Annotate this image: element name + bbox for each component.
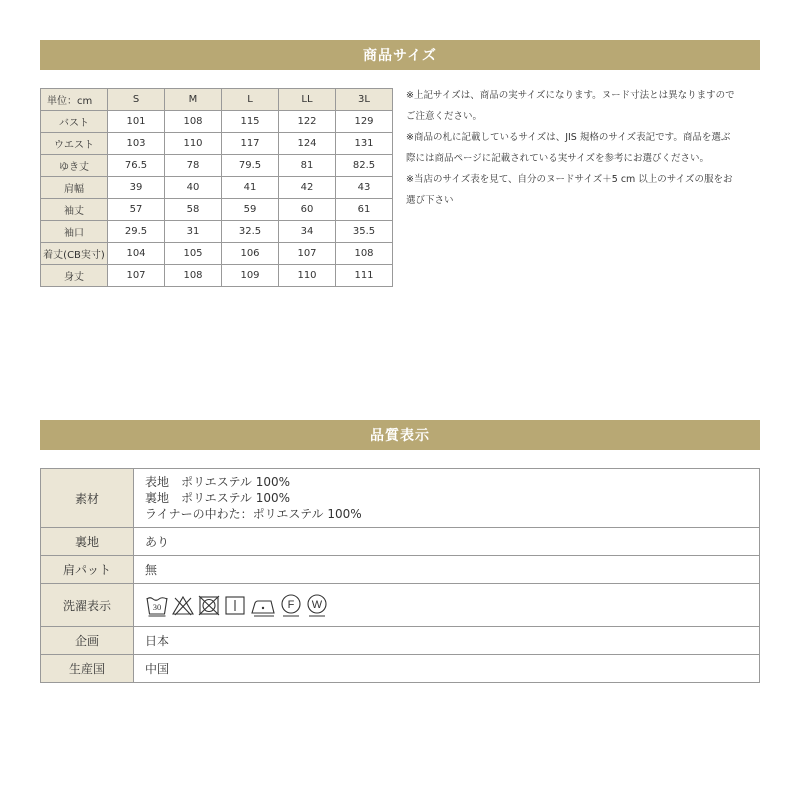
size-cell: 58 — [165, 199, 222, 221]
size-row — [41, 133, 393, 155]
size-cell: 103 — [108, 133, 165, 155]
size-row-label: ゆき丈 — [41, 155, 108, 177]
size-cell: 34 — [279, 221, 336, 243]
size-cell: 40 — [165, 177, 222, 199]
size-row-label: 身丈 — [41, 265, 108, 287]
lining-row — [41, 528, 760, 556]
size-col-header: S — [108, 89, 165, 111]
size-cell: 32.5 — [222, 221, 279, 243]
size-row-label: 袖口 — [41, 221, 108, 243]
size-cell: 110 — [279, 265, 336, 287]
size-cell: 76.5 — [108, 155, 165, 177]
size-cell: 78 — [165, 155, 222, 177]
size-cell: 35.5 — [336, 221, 393, 243]
size-row-label: 肩幅 — [41, 177, 108, 199]
wash-30-icon — [145, 593, 169, 617]
dry-clean-letter: F — [287, 599, 295, 611]
size-cell: 115 — [222, 111, 279, 133]
size-col-header: M — [165, 89, 222, 111]
size-cell: 81 — [279, 155, 336, 177]
note-line: ※商品の札に記載しているサイズは、JIS 規格のサイズ表記です。商品を選ぶ — [406, 132, 731, 143]
size-cell: 59 — [222, 199, 279, 221]
wash-temp-text: 30 — [152, 602, 162, 612]
size-cell: 129 — [336, 111, 393, 133]
size-cell: 108 — [336, 243, 393, 265]
size-cell: 82.5 — [336, 155, 393, 177]
material-row — [41, 469, 760, 528]
planning-row — [41, 627, 760, 655]
size-row — [41, 221, 393, 243]
size-cell: 43 — [336, 177, 393, 199]
shoulder-pad-label: 肩パット — [41, 556, 134, 584]
size-cell: 117 — [222, 133, 279, 155]
note-line: 際には商品ページに記載されている実サイズを参考にお選びください。 — [406, 153, 710, 164]
size-row — [41, 155, 393, 177]
size-col-header: L — [222, 89, 279, 111]
shoulder-pad-value: 無 — [134, 556, 760, 584]
size-cell: 109 — [222, 265, 279, 287]
planning-value: 日本 — [134, 627, 760, 655]
material-line: 表地 ポリエステル 100% — [145, 475, 291, 489]
size-cell: 122 — [279, 111, 336, 133]
size-cell: 131 — [336, 133, 393, 155]
lining-label: 裏地 — [41, 528, 134, 556]
size-cell: 124 — [279, 133, 336, 155]
size-cell: 79.5 — [222, 155, 279, 177]
note-line: ※上記サイズは、商品の実サイズになります。ヌード寸法とは異なりますので — [406, 90, 735, 101]
note-line: ご注意ください。 — [406, 111, 483, 122]
size-header-row — [41, 89, 393, 111]
dry-clean-f-icon — [279, 593, 303, 617]
origin-value: 中国 — [134, 655, 760, 683]
size-cell: 42 — [279, 177, 336, 199]
size-cell: 108 — [165, 265, 222, 287]
origin-row — [41, 655, 760, 683]
quality-table — [40, 468, 760, 683]
shoulder-pad-row — [41, 556, 760, 584]
unit-label: 単位：cm — [41, 89, 108, 111]
no-bleach-icon — [171, 593, 195, 617]
size-cell: 29.5 — [108, 221, 165, 243]
size-cell: 111 — [336, 265, 393, 287]
iron-low-icon — [249, 593, 277, 617]
origin-label: 生産国 — [41, 655, 134, 683]
care-label: 洗濯表示 — [41, 584, 134, 627]
size-cell: 105 — [165, 243, 222, 265]
size-section-title-text: 商品サイズ — [363, 48, 437, 64]
material-label: 素材 — [41, 469, 134, 528]
size-cell: 101 — [108, 111, 165, 133]
size-cell: 108 — [165, 111, 222, 133]
size-col-header: LL — [279, 89, 336, 111]
wet-clean-letter: W — [311, 599, 323, 611]
size-row-label: 袖丈 — [41, 199, 108, 221]
material-line: 裏地 ポリエステル 100% — [145, 491, 291, 505]
size-cell: 106 — [222, 243, 279, 265]
size-row-label: バスト — [41, 111, 108, 133]
no-tumble-dry-icon — [197, 593, 221, 617]
lining-value: あり — [134, 528, 760, 556]
size-cell: 104 — [108, 243, 165, 265]
size-cell: 107 — [279, 243, 336, 265]
size-row — [41, 243, 393, 265]
size-cell: 110 — [165, 133, 222, 155]
size-notes — [406, 85, 764, 211]
size-row — [41, 265, 393, 287]
size-row-label: ウエスト — [41, 133, 108, 155]
size-cell: 31 — [165, 221, 222, 243]
size-row — [41, 177, 393, 199]
size-row — [41, 111, 393, 133]
size-row — [41, 199, 393, 221]
material-line: ライナーの中わた：ポリエステル 100% — [145, 507, 362, 521]
size-row-label: 着丈(CB実寸) — [41, 243, 108, 265]
size-cell: 107 — [108, 265, 165, 287]
size-cell: 41 — [222, 177, 279, 199]
line-dry-icon — [223, 593, 247, 617]
note-line: ※当店のサイズ表を見て、自分のヌードサイズ＋5 cm 以上のサイズの服をお — [406, 174, 733, 185]
care-symbols — [134, 584, 760, 627]
note-line: 選び下さい — [406, 195, 454, 206]
size-cell: 60 — [279, 199, 336, 221]
wet-clean-w-icon — [305, 593, 329, 617]
size-cell: 57 — [108, 199, 165, 221]
quality-section-title — [40, 420, 760, 450]
care-row — [41, 584, 760, 627]
quality-section-title-text: 品質表示 — [370, 428, 430, 444]
size-cell: 61 — [336, 199, 393, 221]
size-table — [40, 88, 393, 287]
size-cell: 39 — [108, 177, 165, 199]
size-col-header: 3L — [336, 89, 393, 111]
material-value — [134, 469, 760, 528]
planning-label: 企画 — [41, 627, 134, 655]
size-section-title — [40, 40, 760, 70]
